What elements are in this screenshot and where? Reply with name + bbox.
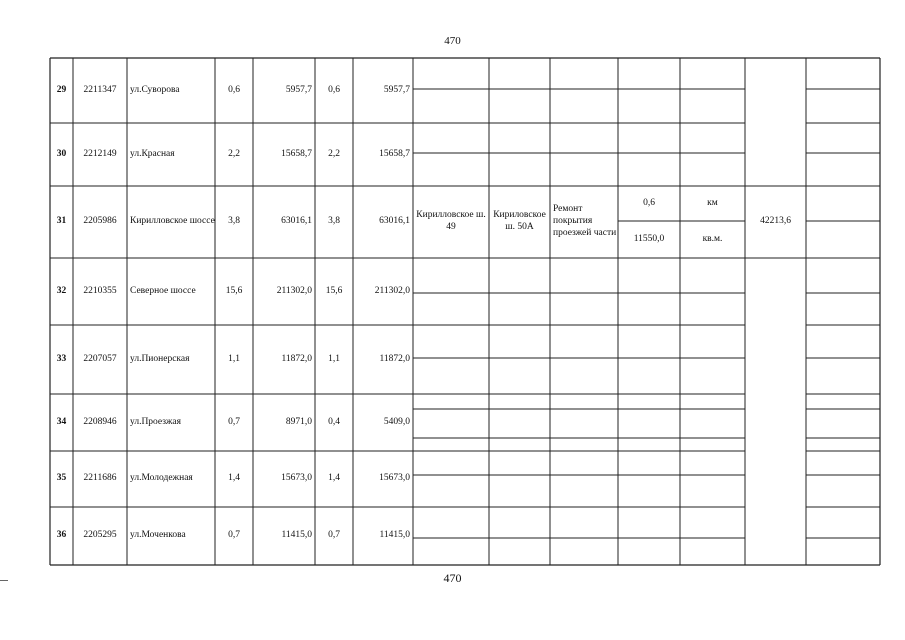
street-name: ул.Красная bbox=[130, 148, 175, 159]
repair-qty-m2: 11550,0 bbox=[633, 233, 665, 244]
area-total: 63016,1 bbox=[281, 216, 312, 227]
road-code: 2211686 bbox=[83, 473, 117, 484]
row-number: 29 bbox=[56, 84, 67, 95]
row-number: 35 bbox=[56, 473, 67, 484]
area-repair: 15658,7 bbox=[379, 148, 410, 159]
row-number: 34 bbox=[56, 416, 67, 427]
repair-to: Кириловское ш. 50А bbox=[493, 210, 546, 232]
area-total: 15673,0 bbox=[281, 473, 312, 484]
length-repair: 15,6 bbox=[325, 285, 343, 296]
repair-from: Кирилловское ш. 49 bbox=[416, 210, 486, 232]
area-repair: 5409,0 bbox=[383, 416, 410, 427]
area-repair: 11872,0 bbox=[379, 353, 410, 364]
road-code: 2211347 bbox=[83, 84, 117, 95]
street-name: ул.Моченкова bbox=[130, 530, 186, 541]
length-total: 1,4 bbox=[228, 473, 240, 484]
length-repair: 3,8 bbox=[328, 216, 340, 227]
area-repair: 5957,7 bbox=[383, 84, 410, 95]
area-repair: 15673,0 bbox=[379, 473, 410, 484]
street-name: ул.Пионерская bbox=[130, 353, 190, 364]
row-number: 31 bbox=[56, 216, 67, 227]
area-repair: 11415,0 bbox=[379, 530, 410, 541]
length-total: 2,2 bbox=[228, 148, 240, 159]
area-total: 11415,0 bbox=[281, 530, 312, 541]
length-total: 3,8 bbox=[228, 216, 240, 227]
street-name: ул.Проезжая bbox=[130, 416, 181, 427]
area-total: 211302,0 bbox=[276, 285, 312, 296]
street-name: ул.Молодежная bbox=[130, 473, 193, 484]
area-total: 8971,0 bbox=[285, 416, 312, 427]
repair-work-type: Ремонт покрытия проезжей части bbox=[553, 204, 617, 238]
road-code: 2212149 bbox=[83, 148, 117, 159]
length-repair: 0,6 bbox=[328, 84, 340, 95]
length-total: 0,7 bbox=[228, 530, 240, 541]
street-name: ул.Суворова bbox=[130, 84, 180, 95]
row-number: 33 bbox=[56, 353, 67, 364]
length-repair: 1,1 bbox=[328, 353, 340, 364]
repair-unit-km: км bbox=[707, 197, 718, 208]
road-code: 2208946 bbox=[83, 416, 117, 427]
margin-mark bbox=[0, 580, 8, 581]
repair-cost: 42213,6 bbox=[760, 216, 791, 227]
length-total: 1,1 bbox=[228, 353, 240, 364]
length-total: 15,6 bbox=[225, 285, 243, 296]
length-total: 0,7 bbox=[228, 416, 240, 427]
length-repair: 0,4 bbox=[328, 416, 340, 427]
row-number: 30 bbox=[56, 148, 67, 159]
street-name: Северное шоссе bbox=[130, 285, 196, 296]
page-number-top: 470 bbox=[444, 35, 461, 47]
street-name: Кирилловское шоссе bbox=[130, 216, 215, 227]
length-repair: 2,2 bbox=[328, 148, 340, 159]
repair-unit-m2: кв.м. bbox=[702, 233, 723, 244]
road-code: 2205295 bbox=[83, 530, 117, 541]
area-repair: 211302,0 bbox=[374, 285, 410, 296]
area-total: 11872,0 bbox=[281, 353, 312, 364]
row-number: 32 bbox=[56, 285, 67, 296]
area-repair: 63016,1 bbox=[379, 216, 410, 227]
length-repair: 1,4 bbox=[328, 473, 340, 484]
road-code: 2210355 bbox=[83, 285, 117, 296]
row-number: 36 bbox=[56, 530, 67, 541]
road-code: 2207057 bbox=[83, 353, 117, 364]
page-number-bottom: 470 bbox=[443, 571, 462, 585]
road-code: 2205986 bbox=[83, 216, 117, 227]
length-total: 0,6 bbox=[228, 84, 240, 95]
length-repair: 0,7 bbox=[328, 530, 340, 541]
area-total: 5957,7 bbox=[285, 84, 312, 95]
repair-qty-km: 0,6 bbox=[643, 197, 655, 208]
area-total: 15658,7 bbox=[281, 148, 312, 159]
